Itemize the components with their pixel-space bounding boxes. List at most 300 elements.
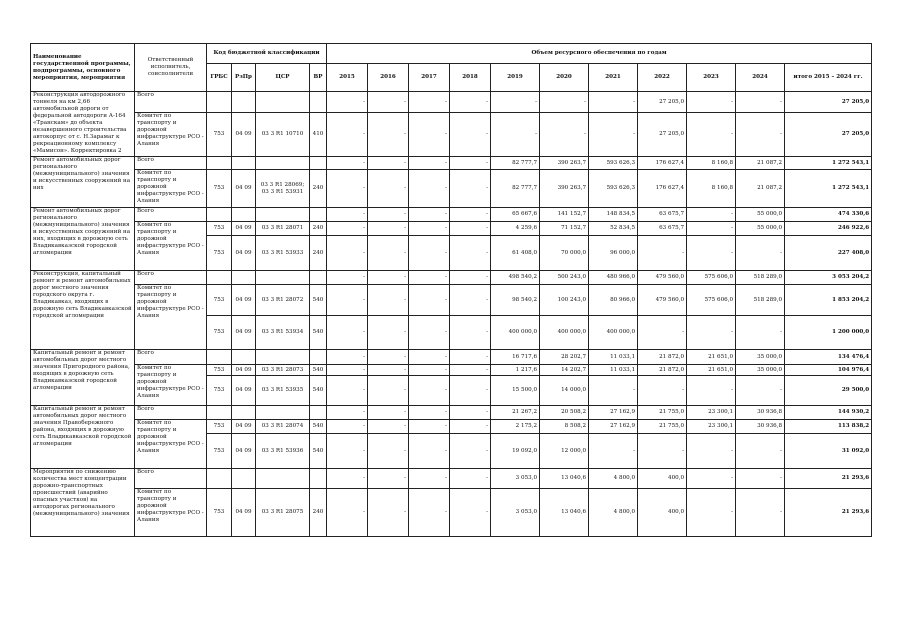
vr-cell	[310, 92, 327, 113]
budget-table-sheet	[30, 43, 870, 541]
header-total: итого 2015 – 2024 гг.	[785, 64, 872, 92]
responsible-cell: Комитет по транспорту и дорожной инфраструктуре РСО - Алания	[135, 285, 207, 350]
year-value-cell: -	[687, 469, 736, 489]
year-value-cell: -	[327, 113, 368, 157]
year-value-cell: 479 560,0	[638, 271, 687, 285]
total-cell: 31 092,0	[785, 434, 872, 469]
year-value-cell: -	[409, 420, 450, 434]
year-value-cell: 35 000,0	[736, 365, 785, 376]
year-value-cell: 21 087,2	[736, 157, 785, 170]
responsible-cell: Комитет по транспорту и дорожной инфраструктуре РСО - Алания	[135, 489, 207, 537]
year-value-cell: -	[736, 376, 785, 406]
csr-cell: 03 3 R1 53936	[256, 434, 310, 469]
year-value-cell: -	[409, 92, 450, 113]
responsible-cell: Всего	[135, 350, 207, 365]
vr-cell: 240	[310, 170, 327, 208]
grbs-cell	[207, 406, 232, 420]
year-value-cell: -	[368, 489, 409, 537]
csr-cell: 03 3 R1 28075	[256, 489, 310, 537]
rzpr-cell: 04 09	[232, 365, 256, 376]
grbs-cell: 753	[207, 420, 232, 434]
year-value-cell: -	[736, 469, 785, 489]
year-value-cell: -	[589, 92, 638, 113]
year-value-cell: 518 289,0	[736, 271, 785, 285]
year-value-cell: -	[409, 285, 450, 316]
responsible-cell: Комитет по транспорту и дорожной инфраструктуре РСО - Алания	[135, 222, 207, 271]
year-value-cell: -	[327, 222, 368, 236]
activity-name: Мероприятия по снижению количества мест концентрации дорожно-транспортных происшествий (аварийно опасных участков) на автодорогах регионального (межмуниципального) значения	[31, 469, 135, 537]
year-value-cell: -	[589, 434, 638, 469]
year-value-cell: -	[409, 434, 450, 469]
csr-cell: 03 3 R1 28071	[256, 222, 310, 236]
header-rzpr: РзПр	[232, 64, 256, 92]
table-row	[31, 406, 872, 420]
year-value-cell: 23 300,1	[687, 406, 736, 420]
header-year-2015: 2015	[327, 64, 368, 92]
year-value-cell: -	[368, 376, 409, 406]
year-value-cell: -	[327, 469, 368, 489]
grbs-cell	[207, 92, 232, 113]
header-year-2021: 2021	[589, 64, 638, 92]
responsible-cell: Всего	[135, 271, 207, 285]
vr-cell: 540	[310, 434, 327, 469]
year-value-cell: -	[409, 236, 450, 271]
year-value-cell: -	[368, 157, 409, 170]
rzpr-cell	[232, 92, 256, 113]
csr-cell	[256, 157, 310, 170]
year-value-cell: 70 000,0	[540, 236, 589, 271]
year-value-cell: -	[450, 157, 491, 170]
year-value-cell: 21 755,0	[638, 406, 687, 420]
year-value-cell: 148 834,5	[589, 208, 638, 222]
rzpr-cell: 04 09	[232, 420, 256, 434]
year-value-cell: 4 800,0	[589, 469, 638, 489]
table-row	[31, 365, 872, 376]
year-value-cell: 518 289,0	[736, 285, 785, 316]
year-value-cell: 500 243,0	[540, 271, 589, 285]
year-value-cell: 82 777,7	[491, 157, 540, 170]
year-value-cell: -	[368, 316, 409, 350]
year-value-cell: -	[450, 365, 491, 376]
year-value-cell: -	[368, 271, 409, 285]
year-value-cell: -	[736, 434, 785, 469]
year-value-cell: -	[450, 469, 491, 489]
year-value-cell: -	[327, 170, 368, 208]
year-value-cell: -	[638, 376, 687, 406]
year-value-cell: -	[368, 365, 409, 376]
year-value-cell: 400 000,0	[540, 316, 589, 350]
header-grbs: ГРБС	[207, 64, 232, 92]
vr-cell: 540	[310, 285, 327, 316]
year-value-cell: 3 053,0	[491, 469, 540, 489]
year-value-cell: -	[327, 236, 368, 271]
year-value-cell: -	[368, 236, 409, 271]
year-value-cell: -	[409, 350, 450, 365]
year-value-cell: -	[409, 406, 450, 420]
year-value-cell: -	[368, 208, 409, 222]
year-value-cell: -	[687, 376, 736, 406]
year-value-cell: 28 202,7	[540, 350, 589, 365]
year-value-cell: -	[409, 170, 450, 208]
total-cell: 1 853 204,2	[785, 285, 872, 316]
rzpr-cell: 04 09	[232, 316, 256, 350]
csr-cell	[256, 271, 310, 285]
year-value-cell: -	[450, 170, 491, 208]
vr-cell: 540	[310, 376, 327, 406]
rzpr-cell: 04 09	[232, 434, 256, 469]
year-value-cell: -	[687, 113, 736, 157]
activity-name: Реконструкция автодорожного тоннеля на км 2,66 автомобильной дороги от федеральной автодороги А-164 «Транскам» до объекта незавершенного строительства автокорпус от с. Н.Зарамаг к рекреационному комплексу «Мамисон». Корректировка 2	[31, 92, 135, 157]
total-cell: 27 205,0	[785, 92, 872, 113]
year-value-cell: -	[450, 208, 491, 222]
year-value-cell: -	[687, 92, 736, 113]
year-value-cell: -	[327, 208, 368, 222]
year-value-cell: -	[368, 92, 409, 113]
year-value-cell: -	[409, 365, 450, 376]
year-value-cell: -	[736, 316, 785, 350]
year-value-cell: -	[687, 222, 736, 236]
activity-name: Реконструкция, капитальный ремонт и ремонт автомобильных дорог местного значения городского округа г. Владикавказ, входящих в дорожную сеть Владикавказской городской агломерации	[31, 271, 135, 350]
grbs-cell	[207, 157, 232, 170]
csr-cell	[256, 92, 310, 113]
year-value-cell: -	[450, 376, 491, 406]
activity-name: Капитальный ремонт и ремонт автомобильных дорог местного значения Правобережного района, входящих в дорожную сеть Владикавказской городской агломерации	[31, 406, 135, 469]
year-value-cell: -	[450, 285, 491, 316]
rzpr-cell: 04 09	[232, 236, 256, 271]
year-value-cell: 27 162,9	[589, 420, 638, 434]
activity-name: Ремонт автомобильных дорог регионального (межмуниципального) значения и искусственных сооружений на них	[31, 157, 135, 208]
year-value-cell: -	[491, 92, 540, 113]
year-value-cell: 55 000,0	[736, 208, 785, 222]
year-value-cell: 13 040,6	[540, 489, 589, 537]
year-value-cell: 55 000,0	[736, 222, 785, 236]
year-value-cell: 498 540,2	[491, 271, 540, 285]
vr-cell	[310, 271, 327, 285]
year-value-cell: -	[638, 236, 687, 271]
year-value-cell: -	[736, 92, 785, 113]
year-value-cell: -	[409, 316, 450, 350]
total-cell: 144 930,2	[785, 406, 872, 420]
year-value-cell: 11 033,1	[589, 365, 638, 376]
grbs-cell: 753	[207, 376, 232, 406]
header-year-2020: 2020	[540, 64, 589, 92]
csr-cell: 03 3 R1 53934	[256, 316, 310, 350]
year-value-cell: -	[450, 113, 491, 157]
grbs-cell: 753	[207, 434, 232, 469]
table-row	[31, 92, 872, 113]
table-row	[31, 489, 872, 537]
vr-cell: 540	[310, 365, 327, 376]
responsible-cell: Комитет по транспорту и дорожной инфраструктуре РСО - Алания	[135, 113, 207, 157]
year-value-cell: -	[368, 406, 409, 420]
year-value-cell: -	[327, 420, 368, 434]
year-value-cell: 1 217,6	[491, 365, 540, 376]
grbs-cell	[207, 350, 232, 365]
header-budget-code: Код бюджетной классификации	[207, 44, 327, 64]
table-row	[31, 157, 872, 170]
responsible-cell: Комитет по транспорту и дорожной инфраструктуре РСО - Алания	[135, 170, 207, 208]
header-resource: Объем ресурсного обеспечения по годам	[327, 44, 872, 64]
year-value-cell: 8 160,8	[687, 170, 736, 208]
header-year-2023: 2023	[687, 64, 736, 92]
year-value-cell: -	[368, 420, 409, 434]
vr-cell: 240	[310, 489, 327, 537]
year-value-cell: 15 500,0	[491, 376, 540, 406]
year-value-cell: 80 966,0	[589, 285, 638, 316]
year-value-cell: -	[327, 489, 368, 537]
table-row	[31, 113, 872, 157]
year-value-cell: 20 508,2	[540, 406, 589, 420]
year-value-cell: 400,0	[638, 489, 687, 537]
year-value-cell: 12 000,0	[540, 434, 589, 469]
table-row	[31, 350, 872, 365]
total-cell: 246 922,6	[785, 222, 872, 236]
csr-cell: 03 3 R1 53933	[256, 236, 310, 271]
year-value-cell: -	[638, 434, 687, 469]
header-vr: ВР	[310, 64, 327, 92]
year-value-cell: -	[450, 489, 491, 537]
year-value-cell: -	[450, 434, 491, 469]
year-value-cell: 63 675,7	[638, 208, 687, 222]
grbs-cell: 753	[207, 222, 232, 236]
year-value-cell: -	[409, 469, 450, 489]
year-value-cell: 593 626,3	[589, 157, 638, 170]
year-value-cell: -	[409, 208, 450, 222]
csr-cell: 03 3 R1 53935	[256, 376, 310, 406]
header-year-2022: 2022	[638, 64, 687, 92]
responsible-cell: Всего	[135, 92, 207, 113]
budget-table	[30, 43, 872, 537]
vr-cell: 410	[310, 113, 327, 157]
year-value-cell: -	[409, 489, 450, 537]
header-responsible: Ответственный исполнитель, соисполнители	[135, 44, 207, 92]
rzpr-cell	[232, 208, 256, 222]
year-value-cell: -	[368, 434, 409, 469]
year-value-cell: -	[368, 222, 409, 236]
vr-cell: 540	[310, 316, 327, 350]
grbs-cell	[207, 271, 232, 285]
grbs-cell	[207, 469, 232, 489]
year-value-cell: -	[589, 113, 638, 157]
year-value-cell: -	[540, 92, 589, 113]
total-cell: 3 053 204,2	[785, 271, 872, 285]
year-value-cell: -	[450, 236, 491, 271]
year-value-cell: -	[327, 434, 368, 469]
year-value-cell: -	[327, 316, 368, 350]
year-value-cell: -	[736, 113, 785, 157]
year-value-cell: 390 263,7	[540, 170, 589, 208]
year-value-cell: 575 606,0	[687, 271, 736, 285]
responsible-cell: Комитет по транспорту и дорожной инфраструктуре РСО - Алания	[135, 420, 207, 469]
year-value-cell: 27 162,9	[589, 406, 638, 420]
rzpr-cell	[232, 350, 256, 365]
vr-cell: 240	[310, 236, 327, 271]
year-value-cell: 21 872,0	[638, 350, 687, 365]
year-value-cell: 30 936,8	[736, 420, 785, 434]
table-body	[31, 92, 872, 537]
year-value-cell: 141 152,7	[540, 208, 589, 222]
year-value-cell: -	[368, 469, 409, 489]
year-value-cell: 23 300,1	[687, 420, 736, 434]
vr-cell: 240	[310, 222, 327, 236]
vr-cell	[310, 157, 327, 170]
header-year-2016: 2016	[368, 64, 409, 92]
year-value-cell: 27 205,0	[638, 113, 687, 157]
total-cell: 113 838,2	[785, 420, 872, 434]
vr-cell: 540	[310, 420, 327, 434]
year-value-cell: 21 872,0	[638, 365, 687, 376]
year-value-cell: 479 560,0	[638, 285, 687, 316]
year-value-cell: 14 000,0	[540, 376, 589, 406]
year-value-cell: -	[687, 208, 736, 222]
rzpr-cell	[232, 406, 256, 420]
header-name: Наименование государственной программы, подпрограммы, основного мероприятия, мероприятия	[31, 44, 135, 92]
table-row	[31, 420, 872, 434]
total-cell: 1 200 000,0	[785, 316, 872, 350]
year-value-cell: -	[450, 316, 491, 350]
total-cell: 1 272 543,1	[785, 170, 872, 208]
total-cell: 134 476,4	[785, 350, 872, 365]
year-value-cell: 19 092,0	[491, 434, 540, 469]
table-row	[31, 285, 872, 316]
year-value-cell: -	[327, 376, 368, 406]
table-row	[31, 271, 872, 285]
year-value-cell: 21 755,0	[638, 420, 687, 434]
year-value-cell: 100 243,0	[540, 285, 589, 316]
year-value-cell: 16 717,6	[491, 350, 540, 365]
year-value-cell: 4 259,6	[491, 222, 540, 236]
csr-cell: 03 3 R1 28069; 03 3 R1 53931	[256, 170, 310, 208]
vr-cell	[310, 469, 327, 489]
grbs-cell: 753	[207, 489, 232, 537]
year-value-cell: -	[450, 406, 491, 420]
total-cell: 227 408,0	[785, 236, 872, 271]
csr-cell	[256, 406, 310, 420]
header-csr: ЦСР	[256, 64, 310, 92]
year-value-cell: -	[589, 376, 638, 406]
table-row	[31, 170, 872, 208]
header-year-2024: 2024	[736, 64, 785, 92]
rzpr-cell: 04 09	[232, 489, 256, 537]
year-value-cell: -	[687, 316, 736, 350]
year-value-cell: -	[368, 350, 409, 365]
year-value-cell: 2 175,2	[491, 420, 540, 434]
responsible-cell: Всего	[135, 406, 207, 420]
year-value-cell: -	[409, 222, 450, 236]
year-value-cell: -	[327, 365, 368, 376]
year-value-cell: 176 627,4	[638, 170, 687, 208]
grbs-cell: 753	[207, 365, 232, 376]
year-value-cell: -	[409, 376, 450, 406]
year-value-cell: -	[327, 285, 368, 316]
rzpr-cell	[232, 271, 256, 285]
year-value-cell: -	[327, 92, 368, 113]
year-value-cell: -	[450, 92, 491, 113]
year-value-cell: 21 267,2	[491, 406, 540, 420]
year-value-cell: 98 540,2	[491, 285, 540, 316]
year-value-cell: -	[368, 113, 409, 157]
year-value-cell: 8 160,8	[687, 157, 736, 170]
table-row	[31, 222, 872, 236]
year-value-cell: -	[687, 236, 736, 271]
year-value-cell: -	[450, 420, 491, 434]
csr-cell	[256, 469, 310, 489]
table-row	[31, 469, 872, 489]
year-value-cell: -	[687, 434, 736, 469]
rzpr-cell: 04 09	[232, 113, 256, 157]
total-cell: 29 500,0	[785, 376, 872, 406]
rzpr-cell: 04 09	[232, 285, 256, 316]
year-value-cell: 400,0	[638, 469, 687, 489]
rzpr-cell	[232, 157, 256, 170]
csr-cell: 03 3 R1 10710	[256, 113, 310, 157]
year-value-cell: -	[327, 157, 368, 170]
year-value-cell: 3 053,0	[491, 489, 540, 537]
year-value-cell: 35 000,0	[736, 350, 785, 365]
year-value-cell: -	[368, 170, 409, 208]
rzpr-cell: 04 09	[232, 222, 256, 236]
csr-cell	[256, 350, 310, 365]
year-value-cell: 176 627,4	[638, 157, 687, 170]
year-value-cell: -	[450, 222, 491, 236]
grbs-cell: 753	[207, 285, 232, 316]
year-value-cell: -	[638, 316, 687, 350]
year-value-cell: 575 606,0	[687, 285, 736, 316]
rzpr-cell	[232, 469, 256, 489]
year-value-cell: -	[368, 285, 409, 316]
year-value-cell: -	[327, 350, 368, 365]
table-row	[31, 208, 872, 222]
year-value-cell: -	[540, 113, 589, 157]
activity-name: Ремонт автомобильных дорог регионального (межмуниципального) значения и искусственных сооружений на них, входящих в дорожную сеть Владикавказской городской агломерации	[31, 208, 135, 271]
year-value-cell: -	[409, 271, 450, 285]
responsible-cell: Комитет по транспорту и дорожной инфраструктуре РСО - Алания	[135, 365, 207, 406]
csr-cell	[256, 208, 310, 222]
total-cell: 104 976,4	[785, 365, 872, 376]
total-cell: 27 205,0	[785, 113, 872, 157]
responsible-cell: Всего	[135, 469, 207, 489]
grbs-cell: 753	[207, 316, 232, 350]
year-value-cell: -	[409, 157, 450, 170]
year-value-cell: -	[491, 113, 540, 157]
total-cell: 474 330,6	[785, 208, 872, 222]
header-year-2019: 2019	[491, 64, 540, 92]
year-value-cell: 390 263,7	[540, 157, 589, 170]
total-cell: 21 293,6	[785, 469, 872, 489]
year-value-cell: 71 152,7	[540, 222, 589, 236]
year-value-cell: -	[327, 406, 368, 420]
total-cell: 1 272 543,1	[785, 157, 872, 170]
year-value-cell: -	[736, 489, 785, 537]
rzpr-cell: 04 09	[232, 376, 256, 406]
grbs-cell: 753	[207, 236, 232, 271]
csr-cell: 03 3 R1 28073	[256, 365, 310, 376]
year-value-cell: 52 834,5	[589, 222, 638, 236]
vr-cell	[310, 350, 327, 365]
year-value-cell: 400 000,0	[589, 316, 638, 350]
year-value-cell: 63 675,7	[638, 222, 687, 236]
responsible-cell: Всего	[135, 157, 207, 170]
year-value-cell: 30 936,8	[736, 406, 785, 420]
csr-cell: 03 3 R1 28074	[256, 420, 310, 434]
year-value-cell: 61 408,0	[491, 236, 540, 271]
year-value-cell: 21 087,2	[736, 170, 785, 208]
year-value-cell: 593 626,3	[589, 170, 638, 208]
year-value-cell: 14 202,7	[540, 365, 589, 376]
year-value-cell: 400 000,0	[491, 316, 540, 350]
year-value-cell: 27 205,0	[638, 92, 687, 113]
year-value-cell: 8 508,2	[540, 420, 589, 434]
